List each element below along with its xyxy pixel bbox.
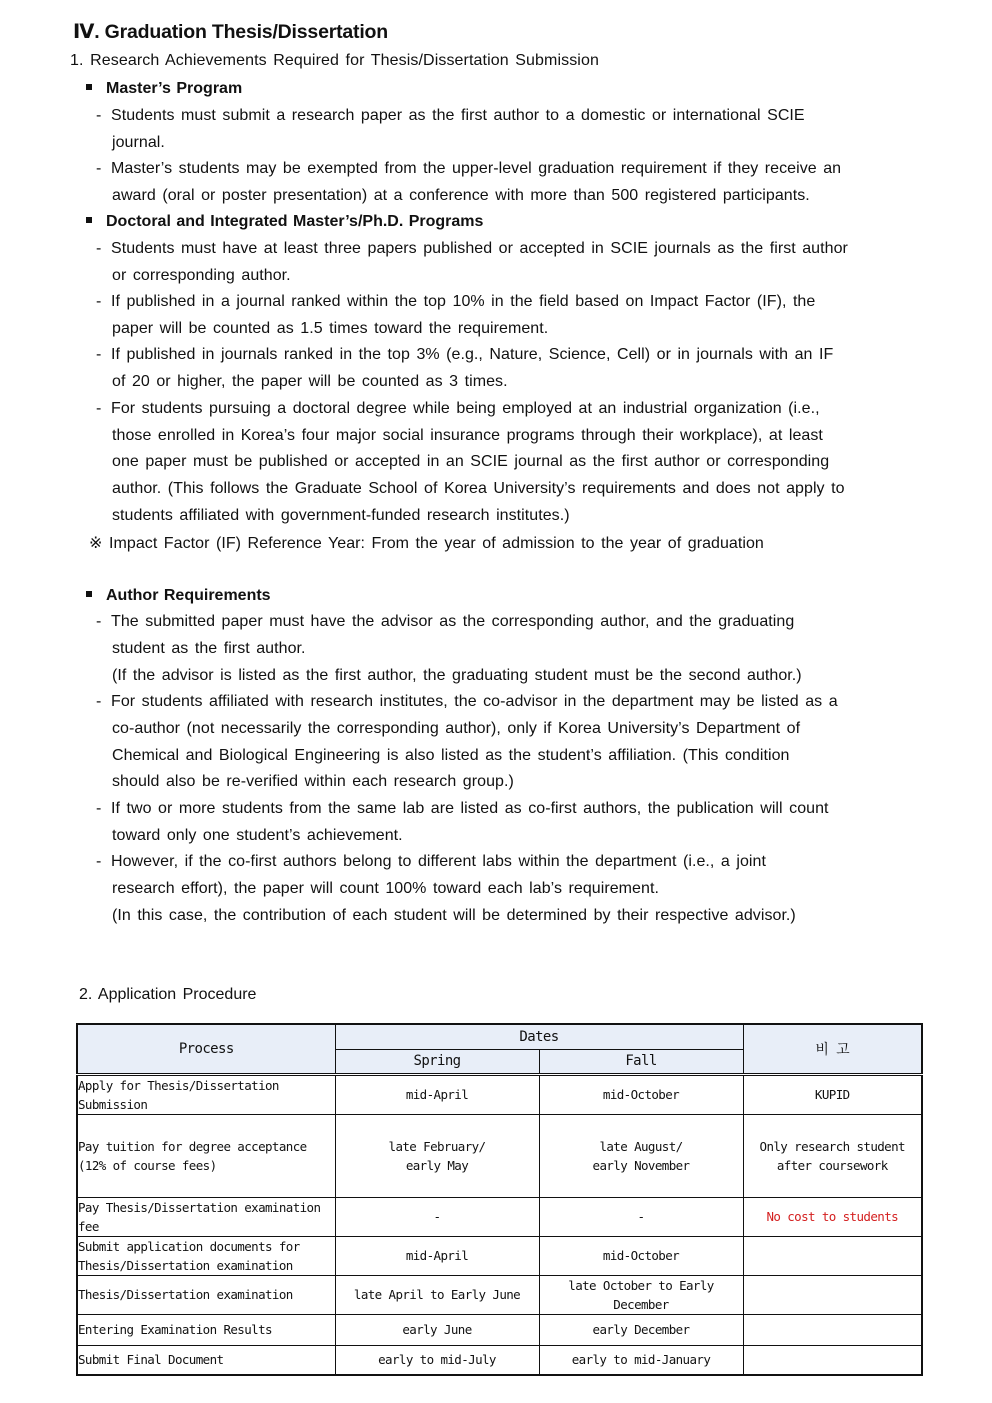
square-bullet-icon [86,84,92,90]
header-dates: Dates [335,1024,743,1049]
author-item-2-line-1: - For students affiliated with research institutes, the co-advisor in the department may be listed as a [96,693,838,710]
cell-fall: - [539,1197,743,1236]
author-item-4-line-3: (In this case, the contribution of each student will be determined by their respective advisor.) [112,907,796,924]
author-item-1-line-2: student as the first author. [112,640,306,657]
table-row [77,1074,922,1114]
doctoral-item-4-line-4: author. (This follows the Graduate School of Korea University’s requirements and does not apply to [112,480,845,497]
section-2-title: 2. Application Procedure [79,986,257,1003]
cell-spring: early to mid-July [335,1345,539,1375]
header-remarks: 비 고 [743,1024,922,1074]
table-row [77,1275,922,1314]
section-1-title: 1. Research Achievements Required for Thesis/Dissertation Submission [70,52,599,69]
cell-remarks [743,1236,922,1275]
doctoral-item-4-line-1: - For students pursuing a doctoral degree while being employed at an industrial organization (i.e., [96,400,820,417]
cell-spring: late April to Early June [335,1275,539,1314]
masters-item-1-line-1: - Students must submit a research paper as the first author to a domestic or international SCIE [96,107,805,124]
author-item-2-line-2: co-author (not necessarily the corresponding author), only if Korea University’s Department of [112,720,801,737]
cell-process: Apply for Thesis/Dissertation Submission [77,1074,335,1114]
doctoral-item-2-line-1: - If published in a journal ranked within the top 10% in the field based on Impact Factor (IF), the [96,293,816,310]
doctoral-item-4-line-3: one paper must be published or accepted in an SCIE journal as the first author or corresponding [112,453,830,470]
author-item-3-line-2: toward only one student’s achievement. [112,827,403,844]
masters-item-2-line-2: award (oral or poster presentation) at a conference with more than 500 registered participants. [112,187,810,204]
author-item-4-line-1: - However, if the co-first authors belong to different labs within the department (i.e., a joint [96,853,766,870]
masters-heading [86,80,242,98]
application-procedure-table [76,1023,923,1376]
doctoral-item-1-line-1: - Students must have at least three papers published or accepted in SCIE journals as the first author [96,240,848,257]
doctoral-item-4-line-2: those enrolled in Korea’s four major social insurance programs through their workplace), at least [112,427,823,444]
cell-fall: mid-October [539,1074,743,1114]
cell-process: Thesis/Dissertation examination [77,1275,335,1314]
cell-process: Pay tuition for degree acceptance (12% of course fees) [77,1114,335,1197]
masters-item-2-line-1: - Master’s students may be exempted from the upper-level graduation requirement if they receive an [96,160,842,177]
table-body [77,1074,922,1375]
cell-fall: early to mid-January [539,1345,743,1375]
square-bullet-icon [86,217,92,223]
cell-remarks: KUPID [743,1074,922,1114]
cell-fall: early December [539,1314,743,1345]
cell-fall: late August/ early November [539,1114,743,1197]
author-requirements-title: Author Requirements [106,587,271,604]
cell-process: Submit application documents for Thesis/Dissertation examination [77,1236,335,1275]
table-row [77,1236,922,1275]
header-process: Process [77,1024,335,1074]
cell-spring: - [335,1197,539,1236]
doctoral-item-4-line-5: students affiliated with government-funded research institutes.) [112,507,570,524]
author-item-2-line-3: Chemical and Biological Engineering is also listed as the student’s affiliation. (This condition [112,747,790,764]
reference-mark-icon: ※ [89,535,103,552]
cell-remarks: Only research student after coursework [743,1114,922,1197]
doctoral-item-2-line-2: paper will be counted as 1.5 times toward the requirement. [112,320,549,337]
author-item-1-line-3: (If the advisor is listed as the first author, the graduating student must be the second author.) [112,667,802,684]
table-row [77,1197,922,1236]
cell-remarks [743,1345,922,1375]
table-header-row-1 [77,1024,922,1049]
chapter-heading: Ⅳ. Graduation Thesis/Dissertation [73,21,388,43]
cell-spring: early June [335,1314,539,1345]
cell-spring: late February/ early May [335,1114,539,1197]
author-item-2-line-4: should also be re-verified within each research group.) [112,773,514,790]
cell-remarks [743,1275,922,1314]
table-row [77,1114,922,1197]
cell-process: Submit Final Document [77,1345,335,1375]
author-item-3-line-1: - If two or more students from the same lab are listed as co-first authors, the publication will count [96,800,829,817]
author-requirements-heading [86,587,271,605]
header-fall: Fall [539,1049,743,1074]
impact-factor-note: ※ Impact Factor (IF) Reference Year: From the year of admission to the year of graduation [89,535,764,552]
masters-item-1-line-2: journal. [112,134,165,151]
cell-remarks: No cost to students [743,1197,922,1236]
doctoral-title: Doctoral and Integrated Master’s/Ph.D. Programs [106,213,484,230]
cell-remarks [743,1314,922,1345]
cell-fall: late October to Early December [539,1275,743,1314]
cell-fall: mid-October [539,1236,743,1275]
doctoral-item-1-line-2: or corresponding author. [112,267,291,284]
masters-title: Master’s Program [106,80,243,97]
doctoral-heading [86,213,483,231]
cell-process: Entering Examination Results [77,1314,335,1345]
table-row [77,1345,922,1375]
cell-process: Pay Thesis/Dissertation examination fee [77,1197,335,1236]
square-bullet-icon [86,591,92,597]
cell-spring: mid-April [335,1074,539,1114]
doctoral-item-3-line-1: - If published in journals ranked in the top 3% (e.g., Nature, Science, Cell) or in journals with an IF [96,346,834,363]
header-spring: Spring [335,1049,539,1074]
cell-spring: mid-April [335,1236,539,1275]
table-row [77,1314,922,1345]
author-item-4-line-2: research effort), the paper will count 100% toward each lab’s requirement. [112,880,659,897]
author-item-1-line-1: - The submitted paper must have the advisor as the corresponding author, and the graduating [96,613,795,630]
doctoral-item-3-line-2: of 20 or higher, the paper will be counted as 3 times. [112,373,508,390]
